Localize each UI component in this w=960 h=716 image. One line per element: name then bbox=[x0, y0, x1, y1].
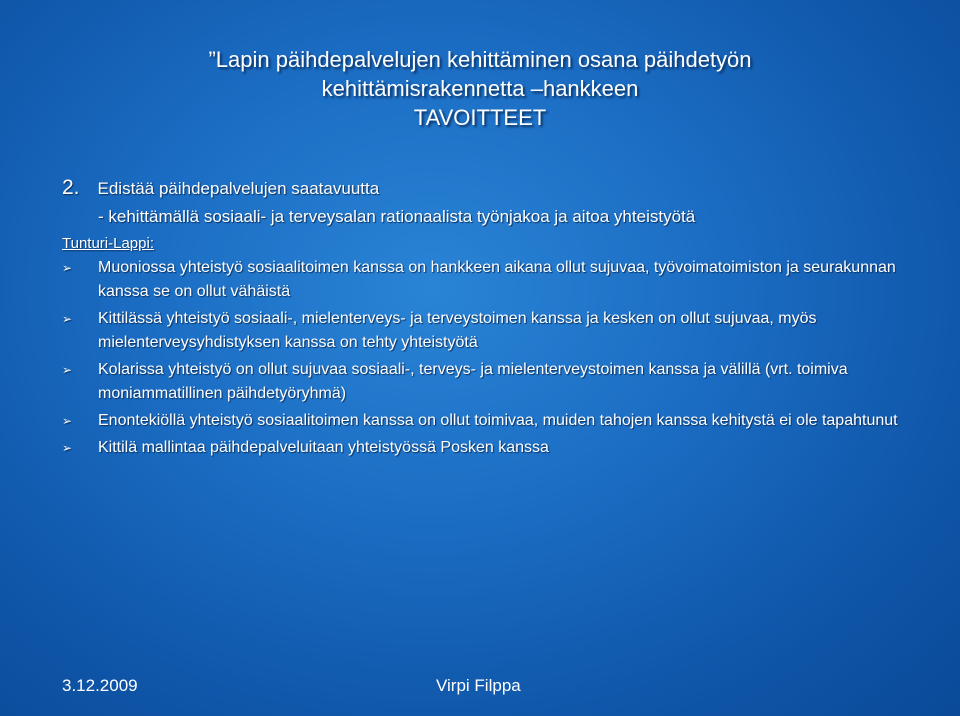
bullet-text: Kittilässä yhteistyö sosiaali-, mielenterveys- ja terveystoimen kanssa ja kesken on ollut sujuvaa, myös mielenterveysyhdistyksen kanssa on tehty yhteistyötä bbox=[98, 310, 817, 351]
bullet-list bbox=[62, 256, 942, 463]
bullet-text: Enontekiöllä yhteistyö sosiaalitoimen kanssa on ollut toimivaa, muiden tahojen kanssa kehitystä ei ole tapahtunut bbox=[98, 412, 898, 429]
goal-text: Edistää päihdepalvelujen saatavuutta bbox=[97, 179, 380, 198]
bullet-item bbox=[62, 409, 942, 433]
goal-point bbox=[62, 176, 379, 200]
bullet-item bbox=[62, 358, 942, 406]
arrowhead-bullet-icon: ➢ bbox=[62, 414, 73, 428]
footer-date: 3.12.2009 bbox=[62, 676, 138, 695]
title-line-3: TAVOITTEET bbox=[413, 105, 547, 130]
bullet-item bbox=[62, 436, 942, 460]
region-heading: Tunturi-Lappi: bbox=[62, 235, 154, 252]
bullet-item bbox=[62, 307, 942, 355]
goal-number: 2. bbox=[62, 176, 80, 199]
arrowhead-bullet-icon: ➢ bbox=[62, 363, 73, 377]
footer-author: Virpi Filppa bbox=[436, 676, 521, 695]
slide-title bbox=[120, 45, 840, 132]
title-line-1: ”Lapin päihdepalvelujen kehittäminen osana päihdetyön bbox=[208, 47, 752, 72]
title-line-2: kehittämisrakennetta –hankkeen bbox=[321, 76, 639, 101]
bullet-text: Kittilä mallintaa päihdepalveluitaan yhteistyössä Posken kanssa bbox=[98, 439, 549, 456]
bullet-text: Muoniossa yhteistyö sosiaalitoimen kanssa on hankkeen aikana ollut sujuvaa, työvoimatoimiston ja seurakunnan kanssa se on ollut vähäistä bbox=[98, 259, 896, 300]
arrowhead-bullet-icon: ➢ bbox=[62, 312, 73, 326]
bullet-item bbox=[62, 256, 942, 304]
goal-subtext: - kehittämällä sosiaali- ja terveysalan rationaalista työnjakoa ja aitoa yhteistyötä bbox=[98, 207, 696, 226]
bullet-text: Kolarissa yhteistyö on ollut sujuvaa sosiaali-, terveys- ja mielenterveystoimen kanssa ja välillä (vrt. toimiva moniammatillinen päihdetyöryhmä) bbox=[98, 361, 848, 402]
arrowhead-bullet-icon: ➢ bbox=[62, 441, 73, 455]
arrowhead-bullet-icon: ➢ bbox=[62, 261, 73, 275]
